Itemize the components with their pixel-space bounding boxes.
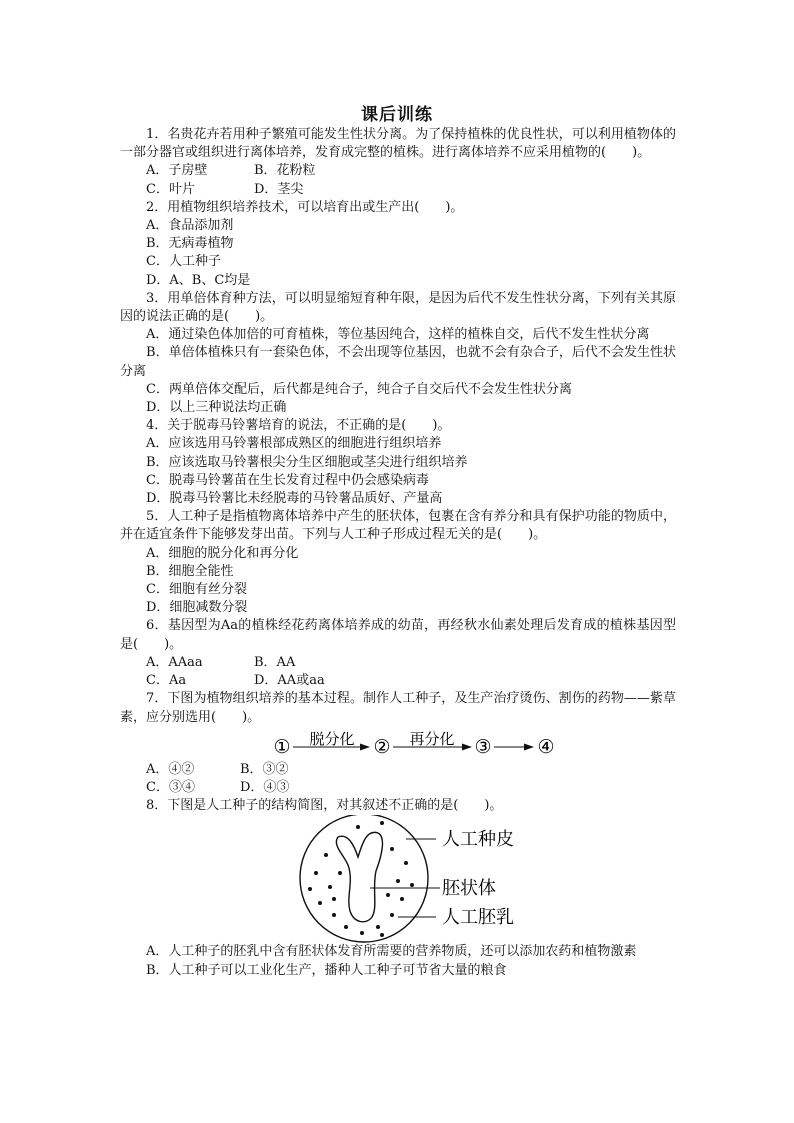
q6-option-c[interactable]: C．Aa — [146, 673, 187, 689]
flow-diagram-svg — [120, 727, 676, 761]
q6-stem: 6．基因型为Aa的植株经花药离体培养成的幼苗，再经秋水仙素处理后发育成的植株基因型是( )。 — [120, 618, 676, 652]
q7-options-row-1 — [120, 761, 676, 779]
q6-option-a[interactable]: A．AAaa — [146, 654, 203, 670]
q7-stem: 7．下图为植物组织培养的基本过程。制作人工种子，及生产治疗烫伤、割伤的药物——紫草素，应分别选用( )。 — [120, 691, 676, 725]
q4-option-b[interactable]: B．应该选取马铃薯根尖分生区细胞或茎尖进行组织培养 — [146, 454, 468, 470]
flow-arrowhead-1 — [360, 743, 370, 750]
q1-option-a[interactable]: A．子房壁 — [146, 163, 208, 179]
page-title: 课后训练 — [361, 105, 433, 125]
question-list — [120, 126, 676, 980]
flow-step-dedifferentiation: 脱分化 — [309, 729, 355, 748]
q3-stem: 3．用单倍体育种方法，可以明显缩短育种年限，是因为后代不发生性状分离，下列有关其原因的说法正确的是( )。 — [120, 290, 676, 325]
q1-option-c[interactable]: C．叶片 — [146, 181, 195, 197]
q5-option-d[interactable]: D．细胞减数分裂 — [146, 600, 248, 616]
q4-option-c[interactable]: C．脱毒马铃薯苗在生长发育过程中仍会感染病毒 — [146, 472, 429, 488]
flow-step-redifferentiation: 再分化 — [409, 729, 455, 748]
q1-options-row-2 — [120, 181, 676, 199]
q6-option-d[interactable]: D．AA或aa — [254, 673, 325, 689]
q5-option-b[interactable]: B．细胞全能性 — [146, 563, 234, 579]
q8-option-a[interactable]: A．人工种子的胚乳中含有胚状体发育所需要的营养物质，还可以添加农药和植物激素 — [146, 944, 637, 960]
q2-option-d[interactable]: D．A、B、C均是 — [146, 272, 251, 288]
q3-option-a[interactable]: A．通过染色体加倍的可育植株，等位基因纯合，这样的植株自交，后代不发生性状分离 — [146, 327, 650, 343]
q4-stem: 4．关于脱毒马铃薯培育的说法，不正确的是( )。 — [146, 418, 451, 434]
q2-option-a[interactable]: A．食品添加剂 — [146, 218, 234, 234]
q7-options-row-2 — [120, 779, 676, 797]
q3-option-b[interactable]: B．单倍体植株只有一套染色体，不会出现等位基因，也就不会有杂合子，后代不会发生性状分离 — [120, 345, 676, 379]
flow-node-4: ④ — [537, 735, 555, 758]
artificial-seed-diagram — [120, 815, 676, 943]
q7-option-b[interactable]: B．③② — [240, 761, 289, 777]
q3-option-d[interactable]: D．以上三种说法均正确 — [146, 400, 287, 416]
flow-node-2: ② — [373, 735, 391, 758]
q1-option-b[interactable]: B．花粉粒 — [254, 163, 316, 179]
q7-option-a[interactable]: A．④② — [146, 761, 195, 777]
label-artificial-endosperm: 人工胚乳 — [442, 907, 514, 929]
q3-option-c[interactable]: C．两单倍体交配后，后代都是纯合子，纯合子自交后代不会发生性状分离 — [146, 381, 572, 397]
q1-options-row-1 — [120, 162, 676, 180]
q6-options-row-1 — [120, 654, 676, 672]
q2-stem: 2．用植物组织培养技术，可以培育出或生产出( )。 — [146, 199, 464, 215]
q7-option-d[interactable]: D．④③ — [240, 779, 290, 795]
flow-arrowhead-2 — [462, 743, 472, 750]
flow-node-3: ③ — [474, 735, 492, 758]
q1-stem: 1．名贵花卉若用种子繁殖可能发生性状分离。为了保持植株的优良性状，可以利用植物体的一部分器官或组织进行离体培养，发育成完整的植株。进行离体培养不应采用植物的( )。 — [120, 127, 676, 161]
q5-option-c[interactable]: C．细胞有丝分裂 — [146, 582, 247, 598]
q4-option-d[interactable]: D．脱毒马铃薯比未经脱毒的马铃薯品质好、产量高 — [146, 491, 443, 507]
label-artificial-seed-coat: 人工种皮 — [442, 829, 514, 851]
flow-arrowhead-3 — [524, 743, 534, 750]
q5-option-a[interactable]: A．细胞的脱分化和再分化 — [146, 545, 299, 561]
q2-option-c[interactable]: C．人工种子 — [146, 254, 221, 270]
label-embryoid: 胚状体 — [442, 878, 496, 900]
q8-option-b[interactable]: B．人工种子可以工业化生产，播种人工种子可节省大量的粮食 — [146, 962, 507, 978]
q4-option-a[interactable]: A．应该选用马铃薯根部成熟区的细胞进行组织培养 — [146, 436, 442, 452]
q2-option-b[interactable]: B．无病毒植物 — [146, 236, 234, 252]
q5-stem: 5．人工种子是指植物离体培养中产生的胚状体，包裹在含有养分和具有保护功能的物质中，并在适宜条件下能够发芽出苗。下列与人工种子形成过程无关的是( )。 — [120, 509, 676, 543]
artificial-seed-svg — [120, 815, 676, 943]
seed-coat-circle — [300, 815, 428, 942]
endosperm-dots — [308, 821, 414, 937]
embryoid-shape — [336, 833, 382, 922]
q6-options-row-2 — [120, 672, 676, 690]
tissue-culture-flow-diagram — [120, 727, 676, 761]
q1-option-d[interactable]: D．茎尖 — [254, 181, 304, 197]
q8-stem: 8．下图是人工种子的结构简图，对其叙述不正确的是( )。 — [146, 798, 503, 814]
q7-option-c[interactable]: C．③④ — [146, 779, 195, 795]
q6-option-b[interactable]: B．AA — [254, 654, 296, 670]
flow-node-1: ① — [273, 735, 291, 758]
